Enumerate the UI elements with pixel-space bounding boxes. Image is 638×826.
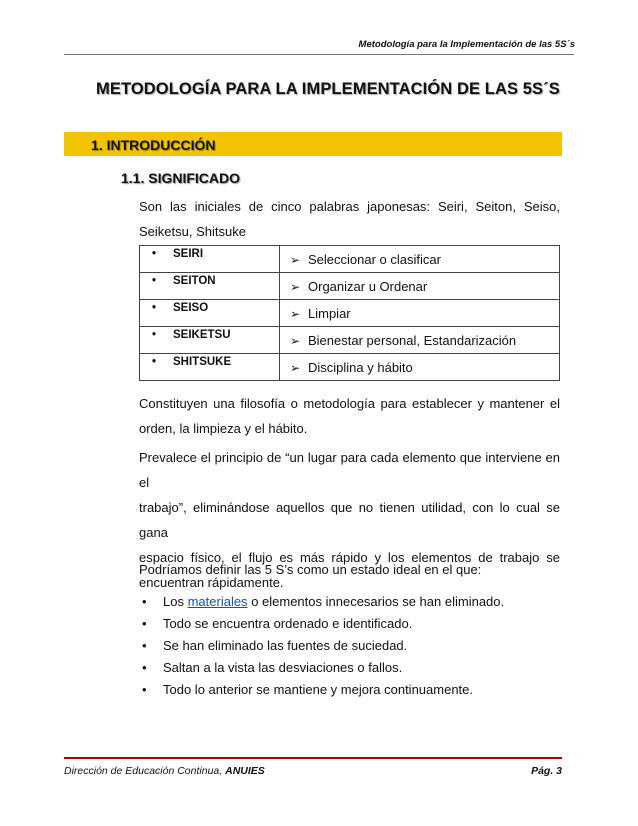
term-cell bbox=[140, 273, 280, 300]
paragraph-definition bbox=[139, 557, 560, 582]
footer-org-name: ANUIES bbox=[225, 765, 265, 777]
term-label: SHITSUKE bbox=[173, 356, 232, 368]
term-cell bbox=[140, 246, 280, 273]
section-number: 1. bbox=[91, 137, 103, 153]
intro-line: Son las iniciales de cinco palabras japonesas: Seiri, Seiton, Seiso, bbox=[139, 199, 560, 214]
bullet-icon: • bbox=[142, 594, 147, 609]
meaning-label: Bienestar personal, Estandarización bbox=[308, 333, 517, 348]
bullet-icon: • bbox=[152, 356, 157, 368]
meaning-cell bbox=[280, 246, 560, 273]
bullet-icon: • bbox=[142, 638, 147, 653]
meaning-cell bbox=[280, 327, 560, 354]
subsection-number: 1.1. bbox=[121, 170, 145, 186]
subsection-heading bbox=[121, 170, 240, 186]
table-row bbox=[140, 300, 560, 327]
arrow-bullet-icon: ➢ bbox=[290, 307, 301, 321]
term-label: SEIKETSU bbox=[173, 329, 231, 341]
bullet-icon: • bbox=[152, 302, 157, 314]
paragraph-line: trabajo”, eliminándose aquellos que no tienen utilidad, con lo cual se gana bbox=[139, 500, 560, 540]
term-label: SEITON bbox=[173, 275, 216, 287]
intro-line: Seiketsu, Shitsuke bbox=[139, 224, 246, 239]
paragraph-line: espacio físico, el flujo es más rápido y los elementos de trabajo se bbox=[139, 550, 560, 565]
list-item bbox=[142, 635, 504, 657]
list-item-text: o elementos innecesarios se han eliminado. bbox=[251, 594, 505, 609]
meaning-cell bbox=[280, 300, 560, 327]
table-row bbox=[140, 273, 560, 300]
paragraph-line: encuentran rápidamente. bbox=[139, 575, 284, 590]
footer-department: Dirección de Educación Continua, bbox=[64, 765, 223, 777]
meaning-label: Seleccionar o clasificar bbox=[308, 252, 441, 267]
paragraph-philosophy bbox=[139, 391, 560, 441]
list-item-text: Todo lo anterior se mantiene y mejora continuamente. bbox=[163, 682, 474, 697]
term-cell bbox=[140, 354, 280, 381]
list-item-text: Se han eliminado las fuentes de suciedad. bbox=[163, 638, 408, 653]
paragraph-line: Prevalece el principio de “un lugar para cada elemento que interviene en el bbox=[139, 450, 560, 490]
arrow-bullet-icon: ➢ bbox=[290, 280, 301, 294]
meaning-cell bbox=[280, 273, 560, 300]
running-header: Metodología para la Implementación de las 5S´s bbox=[358, 39, 575, 50]
footer-organization bbox=[64, 765, 265, 777]
meaning-label: Disciplina y hábito bbox=[308, 360, 413, 375]
subsection-title: SIGNIFICADO bbox=[148, 170, 241, 186]
list-item bbox=[142, 657, 504, 679]
list-item bbox=[142, 679, 504, 701]
five-s-table bbox=[139, 245, 560, 381]
list-item bbox=[142, 591, 504, 613]
table-row bbox=[140, 327, 560, 354]
list-item-text: Los bbox=[163, 594, 184, 609]
arrow-bullet-icon: ➢ bbox=[290, 361, 301, 375]
section-heading bbox=[91, 137, 215, 153]
table-row bbox=[140, 246, 560, 273]
section-title: INTRODUCCIÓN bbox=[106, 137, 216, 153]
paragraph-line: Constituyen una filosofía o metodología para establecer y mantener el bbox=[139, 396, 560, 411]
meaning-label: Limpiar bbox=[308, 306, 351, 321]
list-item-text: Todo se encuentra ordenado e identificado. bbox=[163, 616, 413, 631]
table-row bbox=[140, 354, 560, 381]
header-rule bbox=[64, 54, 574, 55]
footer-rule bbox=[64, 757, 562, 759]
list-item bbox=[142, 613, 504, 635]
bullet-icon: • bbox=[152, 329, 157, 341]
arrow-bullet-icon: ➢ bbox=[290, 334, 301, 348]
bullet-icon: • bbox=[142, 660, 147, 675]
list-item-text: Saltan a la vista las desviaciones o fallos. bbox=[163, 660, 403, 675]
term-cell bbox=[140, 327, 280, 354]
bullet-icon: • bbox=[142, 616, 147, 631]
term-cell bbox=[140, 300, 280, 327]
bullet-icon: • bbox=[152, 248, 157, 260]
paragraph-line: Podríamos definir las 5 S’s como un estado ideal en el que: bbox=[139, 562, 482, 577]
page-number: Pág. 3 bbox=[531, 765, 562, 777]
bullet-icon: • bbox=[142, 682, 147, 697]
meaning-label: Organizar u Ordenar bbox=[308, 279, 428, 294]
materiales-link[interactable]: materiales bbox=[187, 594, 248, 609]
meaning-cell bbox=[280, 354, 560, 381]
paragraph-line: orden, la limpieza y el hábito. bbox=[139, 421, 308, 436]
document-title: METODOLOGÍA PARA LA IMPLEMENTACIÓN DE LAS 5S´S bbox=[96, 80, 560, 98]
bullet-icon: • bbox=[152, 275, 157, 287]
intro-paragraph bbox=[139, 194, 560, 244]
term-label: SEIRI bbox=[173, 248, 204, 260]
term-label: SEISO bbox=[173, 302, 209, 314]
arrow-bullet-icon: ➢ bbox=[290, 253, 301, 267]
ideal-state-list bbox=[142, 591, 504, 701]
